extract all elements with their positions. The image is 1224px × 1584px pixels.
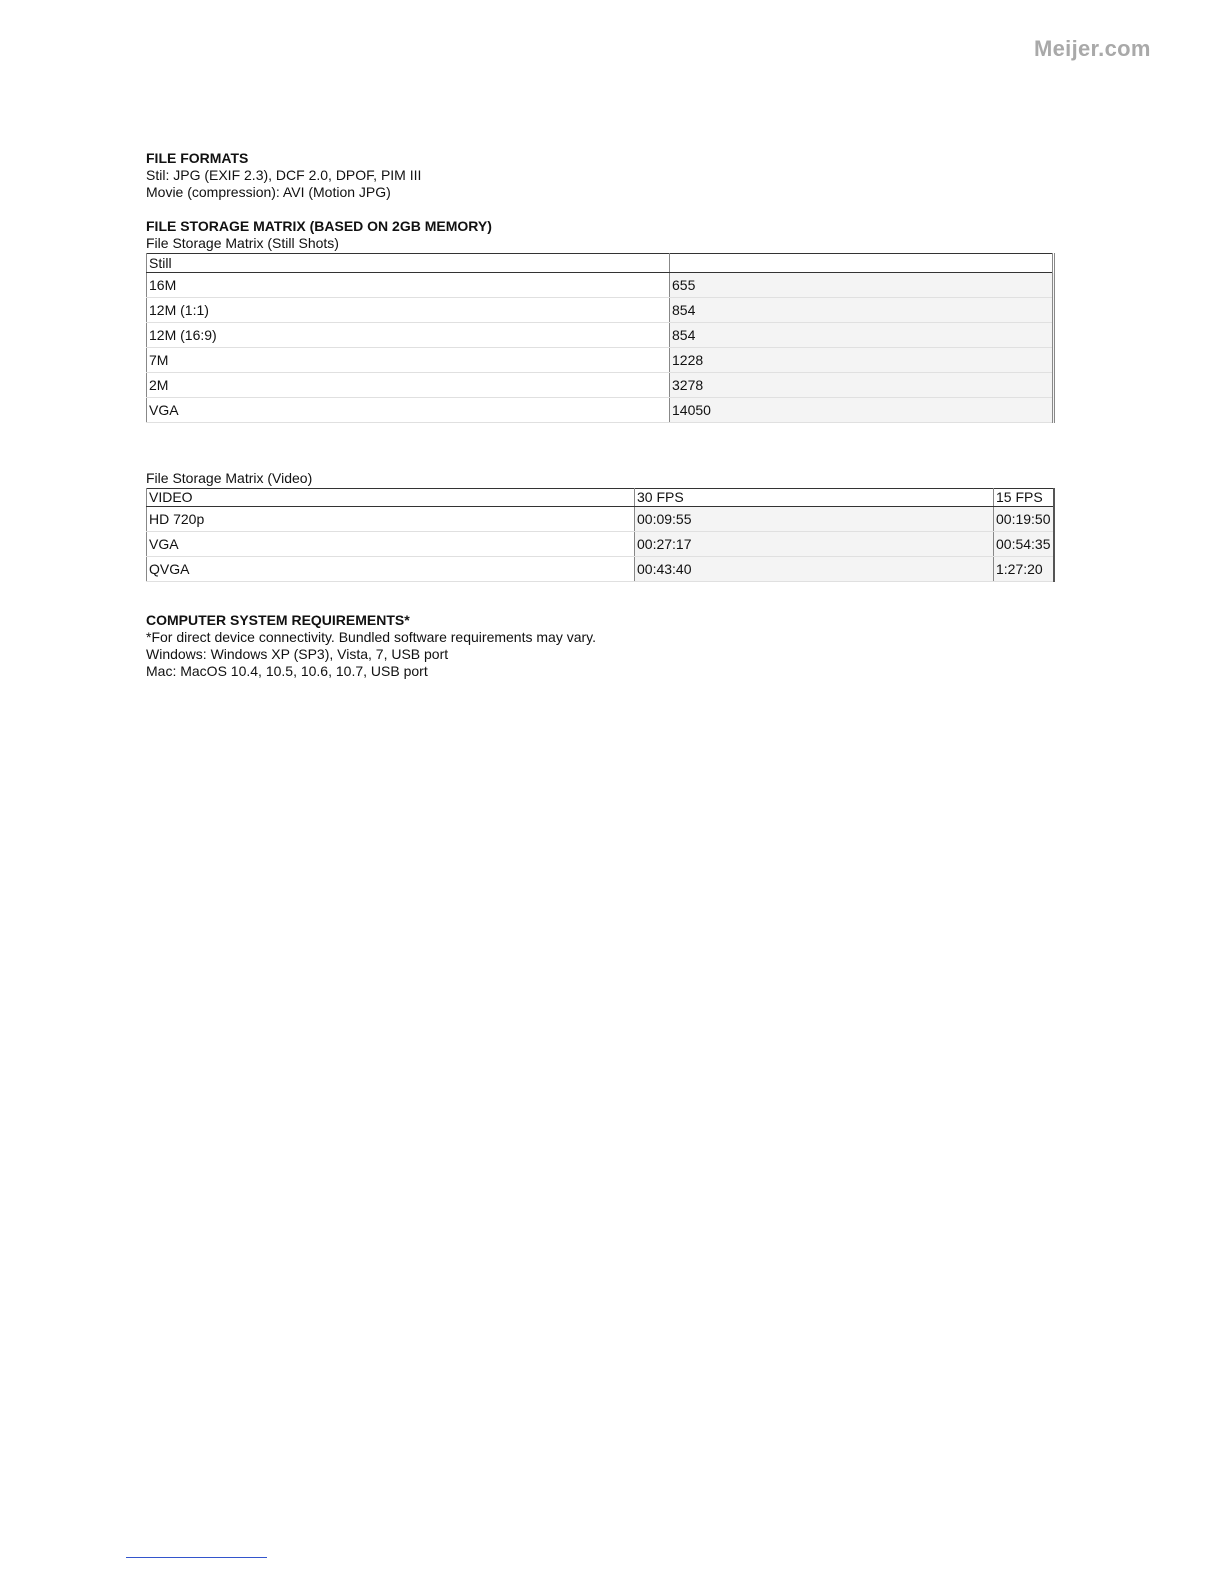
table-cell: 00:09:55: [635, 507, 994, 532]
table-cell: 655: [670, 273, 1054, 298]
table-header-cell: 30 FPS: [635, 489, 994, 507]
table-cell: 00:27:17: [635, 532, 994, 557]
table-row: [147, 298, 1054, 323]
table-row: [147, 398, 1054, 423]
table-cell: 1:27:20: [994, 557, 1055, 582]
requirements-heading: COMPUTER SYSTEM REQUIREMENTS*: [146, 612, 410, 628]
video-table-caption: File Storage Matrix (Video): [146, 470, 313, 486]
requirements-line: *For direct device connectivity. Bundled software requirements may vary.: [146, 629, 597, 645]
table-cell: 1228: [670, 348, 1054, 373]
still-storage-table: [146, 253, 1055, 423]
footnote-divider: [126, 1557, 267, 1558]
table-cell: 854: [670, 298, 1054, 323]
document-body: [146, 150, 1056, 680]
table-header-row: [147, 489, 1055, 507]
table-cell: 00:19:50: [994, 507, 1055, 532]
brand-logo-text: Meijer.com: [1034, 36, 1151, 61]
table-cell: QVGA: [147, 557, 635, 582]
table-row: [147, 557, 1055, 582]
video-storage-table: [146, 488, 1055, 582]
table-row: [147, 273, 1054, 298]
table-cell: 16M: [147, 273, 670, 298]
table-header-cell: 15 FPS: [994, 489, 1055, 507]
table-header-cell: VIDEO: [147, 489, 635, 507]
table-cell: HD 720p: [147, 507, 635, 532]
table-cell: 14050: [670, 398, 1054, 423]
file-formats-heading: FILE FORMATS: [146, 150, 249, 166]
file-formats-line: Movie (compression): AVI (Motion JPG): [146, 184, 391, 200]
file-formats-line: Stil: JPG (EXIF 2.3), DCF 2.0, DPOF, PIM III: [146, 167, 422, 183]
table-cell: VGA: [147, 532, 635, 557]
table-cell: 12M (1:1): [147, 298, 670, 323]
table-row: [147, 532, 1055, 557]
table-cell: 3278: [670, 373, 1054, 398]
table-row: [147, 507, 1055, 532]
table-cell: 00:54:35: [994, 532, 1055, 557]
requirements-line: Windows: Windows XP (SP3), Vista, 7, USB port: [146, 646, 449, 662]
requirements-line: Mac: MacOS 10.4, 10.5, 10.6, 10.7, USB port: [146, 663, 428, 679]
table-row: [147, 348, 1054, 373]
storage-matrix-heading: FILE STORAGE MATRIX (BASED ON 2GB MEMORY): [146, 218, 492, 234]
table-cell: VGA: [147, 398, 670, 423]
table-row: [147, 323, 1054, 348]
table-cell: 12M (16:9): [147, 323, 670, 348]
table-header-cell: Still: [147, 254, 670, 273]
table-row: [147, 373, 1054, 398]
table-header-row: [147, 254, 1054, 273]
table-cell: 854: [670, 323, 1054, 348]
table-cell: 7M: [147, 348, 670, 373]
table-cell: 2M: [147, 373, 670, 398]
table-cell: 00:43:40: [635, 557, 994, 582]
still-table-caption: File Storage Matrix (Still Shots): [146, 235, 339, 251]
table-header-cell: [670, 254, 1054, 273]
